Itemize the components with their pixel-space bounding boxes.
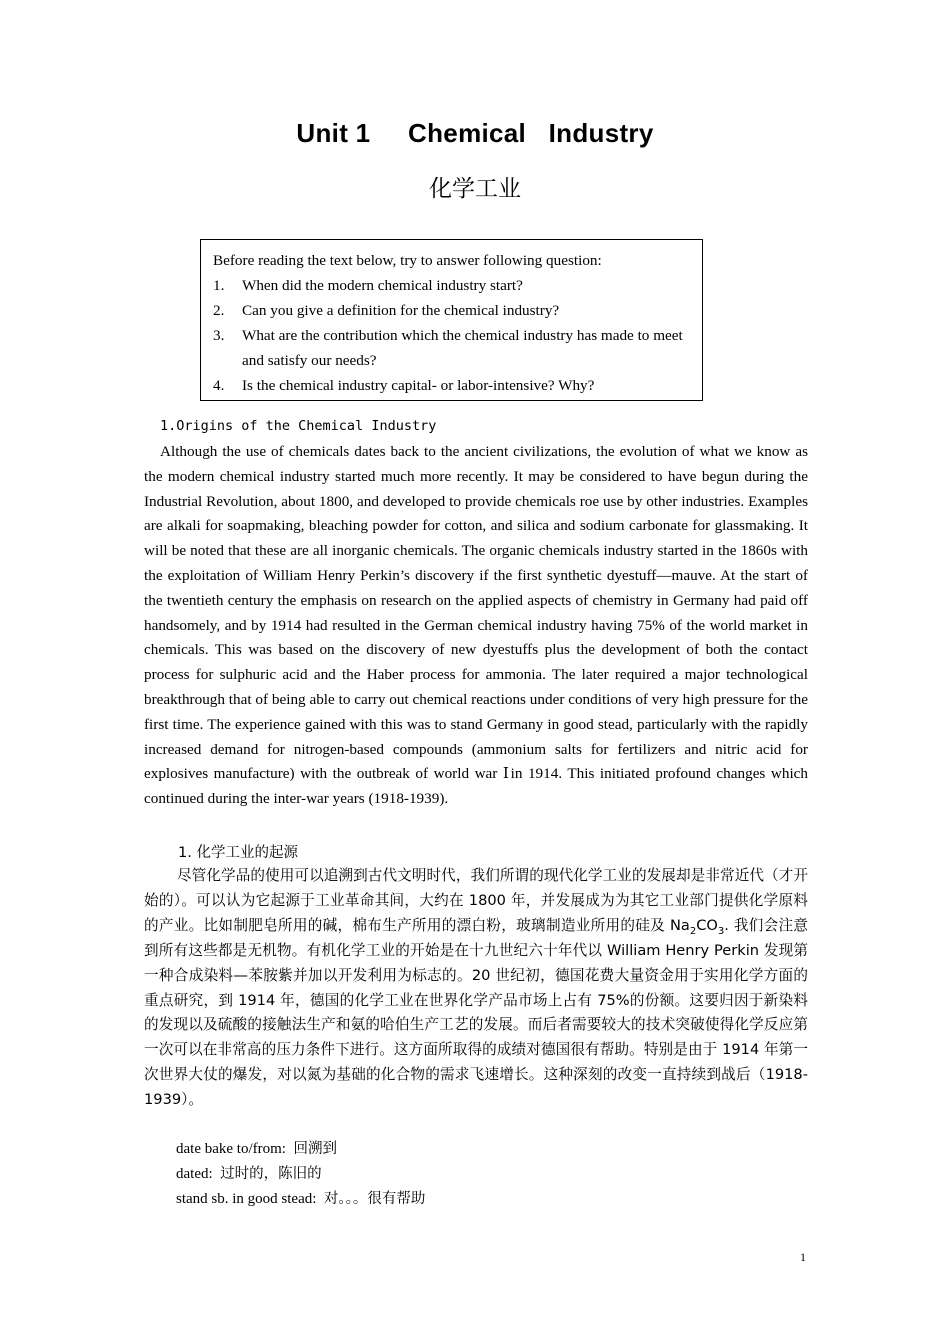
zh-text-part-a: 尽管化学品的使用可以追溯到古代文明时代，我们所谓的现代化学工业的发展却是非常近代（才开始的）。可以认为它起源于工业革命其间，大约在 1800 年，并发展成为为其它工业部门提供化学原料的产业。比如制肥皂所用的碱，棉布生产所用的漂白粉，玻璃制造业所用的硅及 Na (144, 867, 808, 934)
question-item (213, 373, 692, 398)
body-paragraph-zh (144, 864, 808, 1113)
glossary-term: dated: (176, 1166, 213, 1182)
question-number: 3. (213, 327, 225, 344)
glossary-meaning: 回溯到 (293, 1141, 337, 1157)
glossary-term: date bake to/from: (176, 1141, 286, 1157)
page-title: Unit 1 Chemical Industry (296, 118, 654, 148)
question-number: 4. (213, 377, 225, 394)
glossary-item (176, 1162, 322, 1187)
question-box (200, 239, 703, 401)
question-text: What are the contribution which the chemical industry has made to meet and satisfy our needs? (242, 327, 683, 369)
question-number: 1. (213, 277, 225, 294)
page-number: 1 (800, 1250, 806, 1264)
question-text: Is the chemical industry capital- or labor-intensive? Why? (242, 377, 595, 394)
question-item (213, 298, 692, 323)
zh-text-part-b: . 我们会注意到所有这些都是无机物。有机化学工业的开始是在十九世纪六十年代以 William Henry Perkin 发现第一种合成染料—苯胺紫并加以开发利用为标志的。20 世纪初，德国花费大量资金用于实用化学方面的重点研究，到 1914 年，德国的化学工业在世界化学产品市场上占有 75%的份额。这要归因于新染料的发现以及硫酸的接触法生产和氨的哈伯生产工艺的发展。而后者需要较大的技术突破使得化学反应第一次可以在非常高的压力条件下进行。这方面所取得的成绩对德国很有帮助。特别是由于 1914 年第一次世界大仗的爆发，对以氮为基础的化合物的需求飞速增长。这种深刻的改变一直持续到战后（1918-1939）。 (144, 916, 808, 1109)
section-heading-zh: 1. 化学工业的起源 (178, 845, 298, 861)
glossary-item (176, 1137, 337, 1162)
formula-subscript: 2 (689, 925, 697, 937)
page-subtitle: 化学工业 (429, 176, 521, 202)
glossary-meaning: 对。。。很有帮助 (323, 1191, 426, 1207)
question-text: Can you give a definition for the chemical industry? (242, 302, 560, 319)
question-box-intro: Before reading the text below, try to answer following question: (213, 252, 602, 269)
question-number: 2. (213, 302, 225, 319)
body-paragraph-en: Although the use of chemicals dates back to the ancient civilizations, the evolution of what we know as the modern chemical industry started much more recently. It may be considered to have begun during the Industrial Revolution, about 1800, and developed to provide chemicals roe use by other industries. Examples are alkali for soapmaking, bleaching powder for cotton, and silica and sodium carbonate for glassmaking. It will be noted that these are all inorganic chemicals. The organic chemicals industry started in the 1860s with the exploitation of William Henry Perkin’s discovery if the first synthetic dyestuff—mauve. At the start of the twentieth century the emphasis on research on the applied aspects of chemistry in Germany had paid off handsomely, and by 1914 had resulted in the German chemical industry having 75% of the world market in chemicals. This was based on the discovery of new dyestuffs plus the development of both the contact process for sulphuric acid and the Haber process for ammonia. The later required a major technological breakthrough that of being able to carry out chemical reactions under conditions of very high pressure for the first time. The experience gained with this was to stand Germany in good stead, particularly with the rapidly increased demand for nitrogen-based compounds (ammonium salts for fertilizers and nitric acid for explosives manufacture) with the outbreak of world war Ⅰin 1914. This initiated profound changes which continued during the inter-war years (1918-1939). (144, 443, 808, 808)
glossary-term: stand sb. in good stead: (176, 1191, 317, 1207)
glossary-meaning: 过时的，陈旧的 (220, 1166, 322, 1182)
question-item (213, 323, 692, 373)
question-list (213, 273, 692, 398)
formula-subscript: 3 (717, 925, 725, 937)
formula-part: CO (696, 916, 718, 934)
section-heading-en: 1.Origins of the Chemical Industry (160, 418, 437, 434)
question-text: When did the modern chemical industry start? (242, 277, 523, 294)
glossary-item (176, 1187, 425, 1212)
question-item (213, 273, 692, 298)
